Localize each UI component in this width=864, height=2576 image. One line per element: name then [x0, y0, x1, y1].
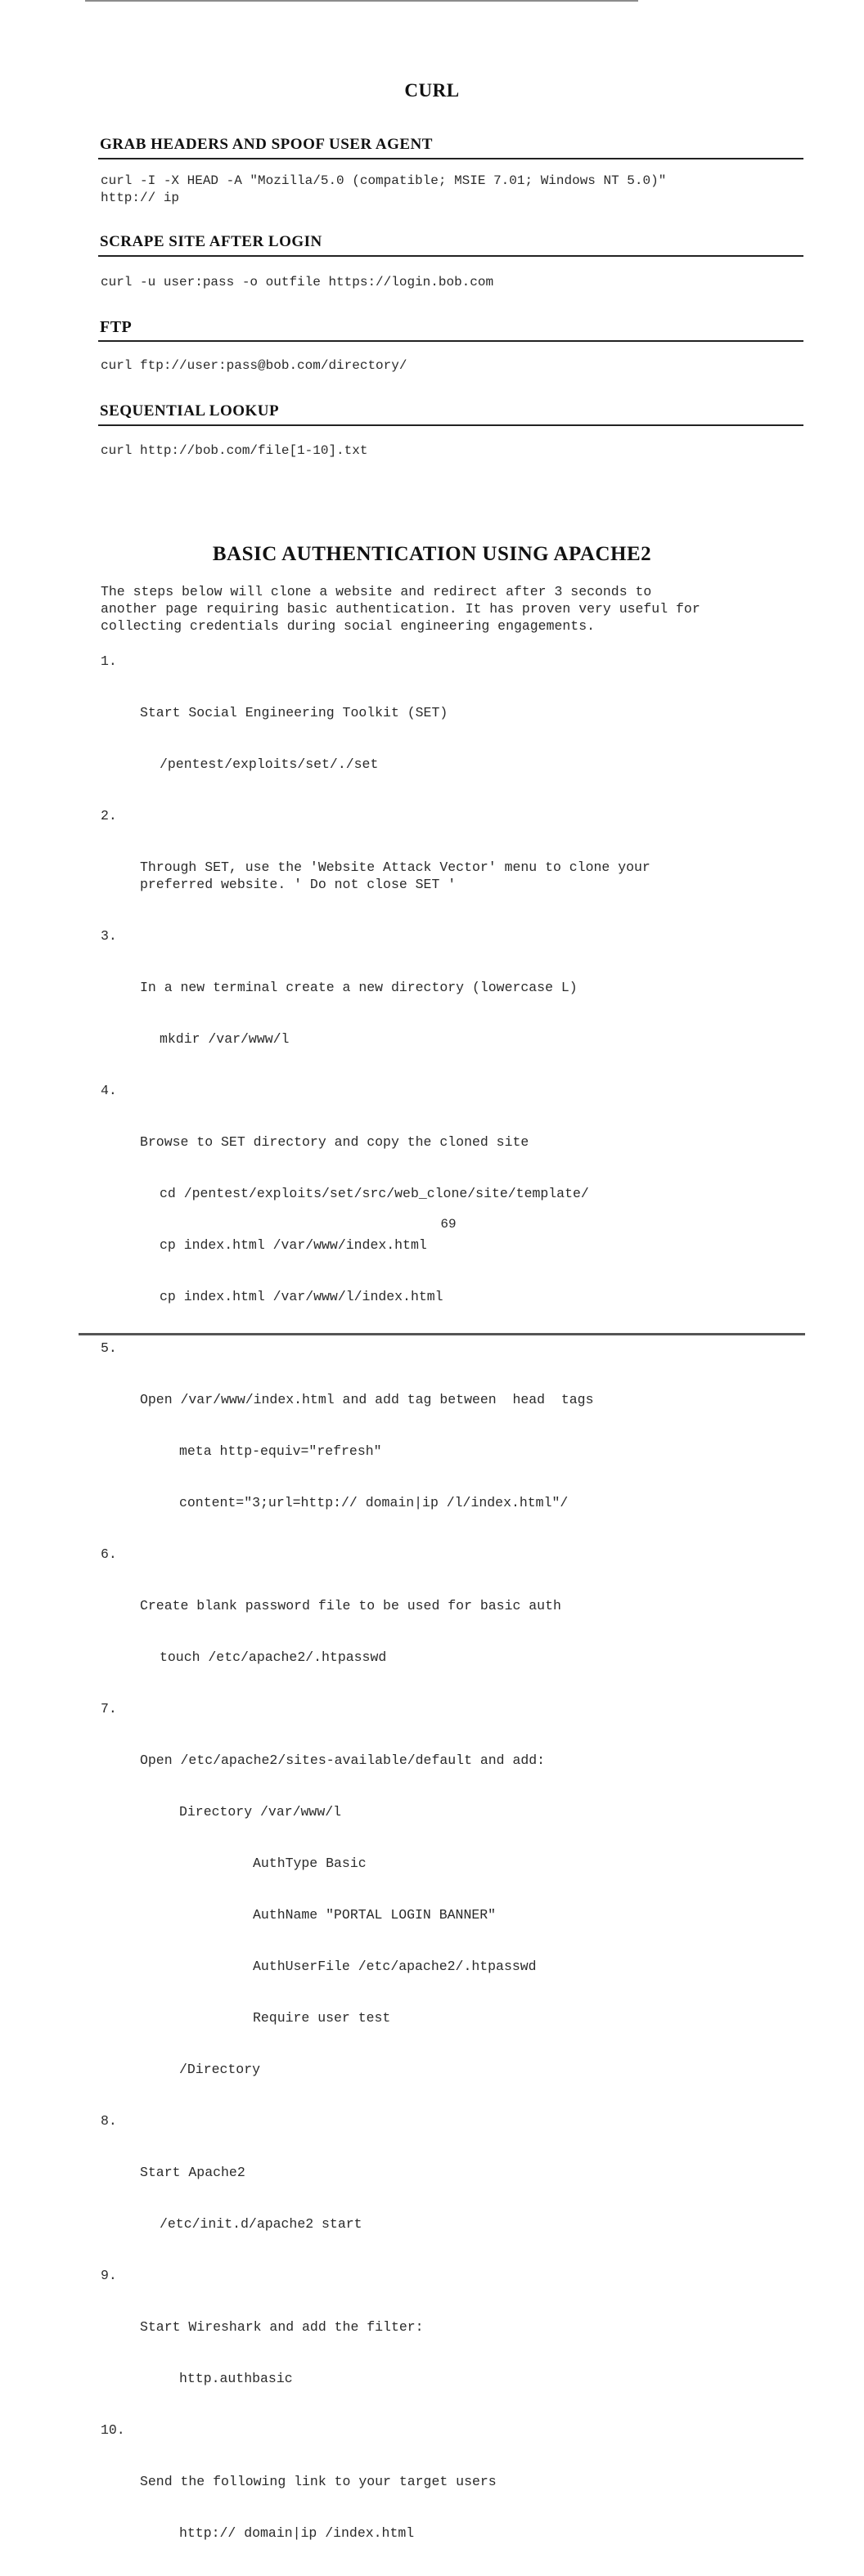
- step-config-line: AuthUserFile /etc/apache2/.htpasswd: [253, 1959, 537, 1974]
- section-divider: [98, 340, 803, 342]
- page-number: 69: [440, 1217, 457, 1232]
- step-command: http.authbasic: [179, 2371, 293, 2386]
- step-command: http:// domain|ip /index.html: [179, 2525, 415, 2541]
- step-text: Through SET, use the 'Website Attack Vector' menu to clone your preferred website. ' Do not close SET ': [140, 859, 650, 892]
- list-item: [101, 2421, 821, 2576]
- list-item: [101, 1546, 821, 1700]
- step-command: mkdir /var/www/l: [160, 1031, 290, 1047]
- step-command: cp index.html /var/www/index.html: [160, 1237, 427, 1253]
- step-command: content="3;url=http:// domain|ip /l/index.html"/: [179, 1495, 569, 1510]
- step-number: 6.: [101, 1546, 117, 1562]
- list-item: [101, 1700, 821, 2112]
- step-text: Browse to SET directory and copy the cloned site: [140, 1134, 529, 1150]
- step-command: /pentest/exploits/set/./set: [160, 756, 379, 772]
- list-item: [101, 1340, 821, 1546]
- list-item: [101, 927, 821, 1082]
- step-number: 2.: [101, 808, 117, 824]
- step-config-line: Directory /var/www/l: [179, 1804, 342, 1820]
- step-text: Send the following link to your target users: [140, 2474, 497, 2489]
- step-command: touch /etc/apache2/.htpasswd: [160, 1649, 387, 1665]
- steps-list: [101, 653, 821, 2576]
- apache-intro: The steps below will clone a website and redirect after 3 seconds to another page requiring basic authentication. It has proven very useful for collecting credentials during social engineering engagements.: [101, 584, 700, 634]
- step-text: Start Social Engineering Toolkit (SET): [140, 705, 448, 720]
- step-number: 10.: [101, 2422, 125, 2438]
- section-heading-scrape-site: SCRAPE SITE AFTER LOGIN: [100, 233, 322, 250]
- step-text: In a new terminal create a new directory (lowercase L): [140, 980, 578, 995]
- code-sequential-lookup: curl http://bob.com/file[1-10].txt: [101, 443, 368, 458]
- apache-title: BASIC AUTHENTICATION USING APACHE2: [212, 543, 652, 565]
- code-scrape-site: curl -u user:pass -o outfile https://login.bob.com: [101, 275, 494, 289]
- curl-title: CURL: [404, 80, 460, 101]
- step-config-line: AuthType Basic: [253, 1856, 367, 1871]
- bottom-rule: [79, 1333, 805, 1335]
- step-text: Open /var/www/index.html and add tag between head tags: [140, 1392, 594, 1407]
- step-config-line: /Directory: [179, 2062, 261, 2077]
- step-config-line: Require user test: [253, 2010, 391, 2026]
- step-text: Start Wireshark and add the filter:: [140, 2319, 424, 2335]
- section-divider: [98, 424, 803, 426]
- section-divider: [98, 255, 803, 257]
- step-text: Create blank password file to be used for basic auth: [140, 1598, 561, 1613]
- step-number: 9.: [101, 2268, 117, 2283]
- section-heading-sequential-lookup: SEQUENTIAL LOOKUP: [100, 402, 280, 420]
- step-number: 5.: [101, 1340, 117, 1356]
- section-heading-ftp: FTP: [100, 318, 133, 336]
- step-number: 3.: [101, 928, 117, 944]
- list-item: [101, 2267, 821, 2421]
- step-number: 8.: [101, 2113, 117, 2129]
- list-item: [101, 807, 821, 927]
- step-config-line: AuthName "PORTAL LOGIN BANNER": [253, 1907, 497, 1923]
- step-command: meta http-equiv="refresh": [179, 1443, 382, 1459]
- step-text: Open /etc/apache2/sites-available/default and add:: [140, 1752, 546, 1768]
- top-rule: [85, 0, 638, 2]
- step-number: 4.: [101, 1083, 117, 1098]
- list-item: [101, 2112, 821, 2267]
- step-command: cp index.html /var/www/l/index.html: [160, 1289, 443, 1304]
- code-ftp: curl ftp://user:pass@bob.com/directory/: [101, 358, 407, 373]
- list-item: [101, 1082, 821, 1340]
- code-grab-headers: curl -I -X HEAD -A "Mozilla/5.0 (compatible; MSIE 7.01; Windows NT 5.0)" http:// ip: [101, 173, 667, 205]
- step-number: 1.: [101, 653, 117, 669]
- step-command: /etc/init.d/apache2 start: [160, 2216, 362, 2232]
- step-command: cd /pentest/exploits/set/src/web_clone/site/template/: [160, 1186, 589, 1201]
- list-item: [101, 653, 821, 807]
- section-heading-grab-headers: GRAB HEADERS AND SPOOF USER AGENT: [100, 136, 433, 153]
- step-text: Start Apache2: [140, 2165, 245, 2180]
- step-number: 7.: [101, 1701, 117, 1717]
- section-divider: [98, 158, 803, 159]
